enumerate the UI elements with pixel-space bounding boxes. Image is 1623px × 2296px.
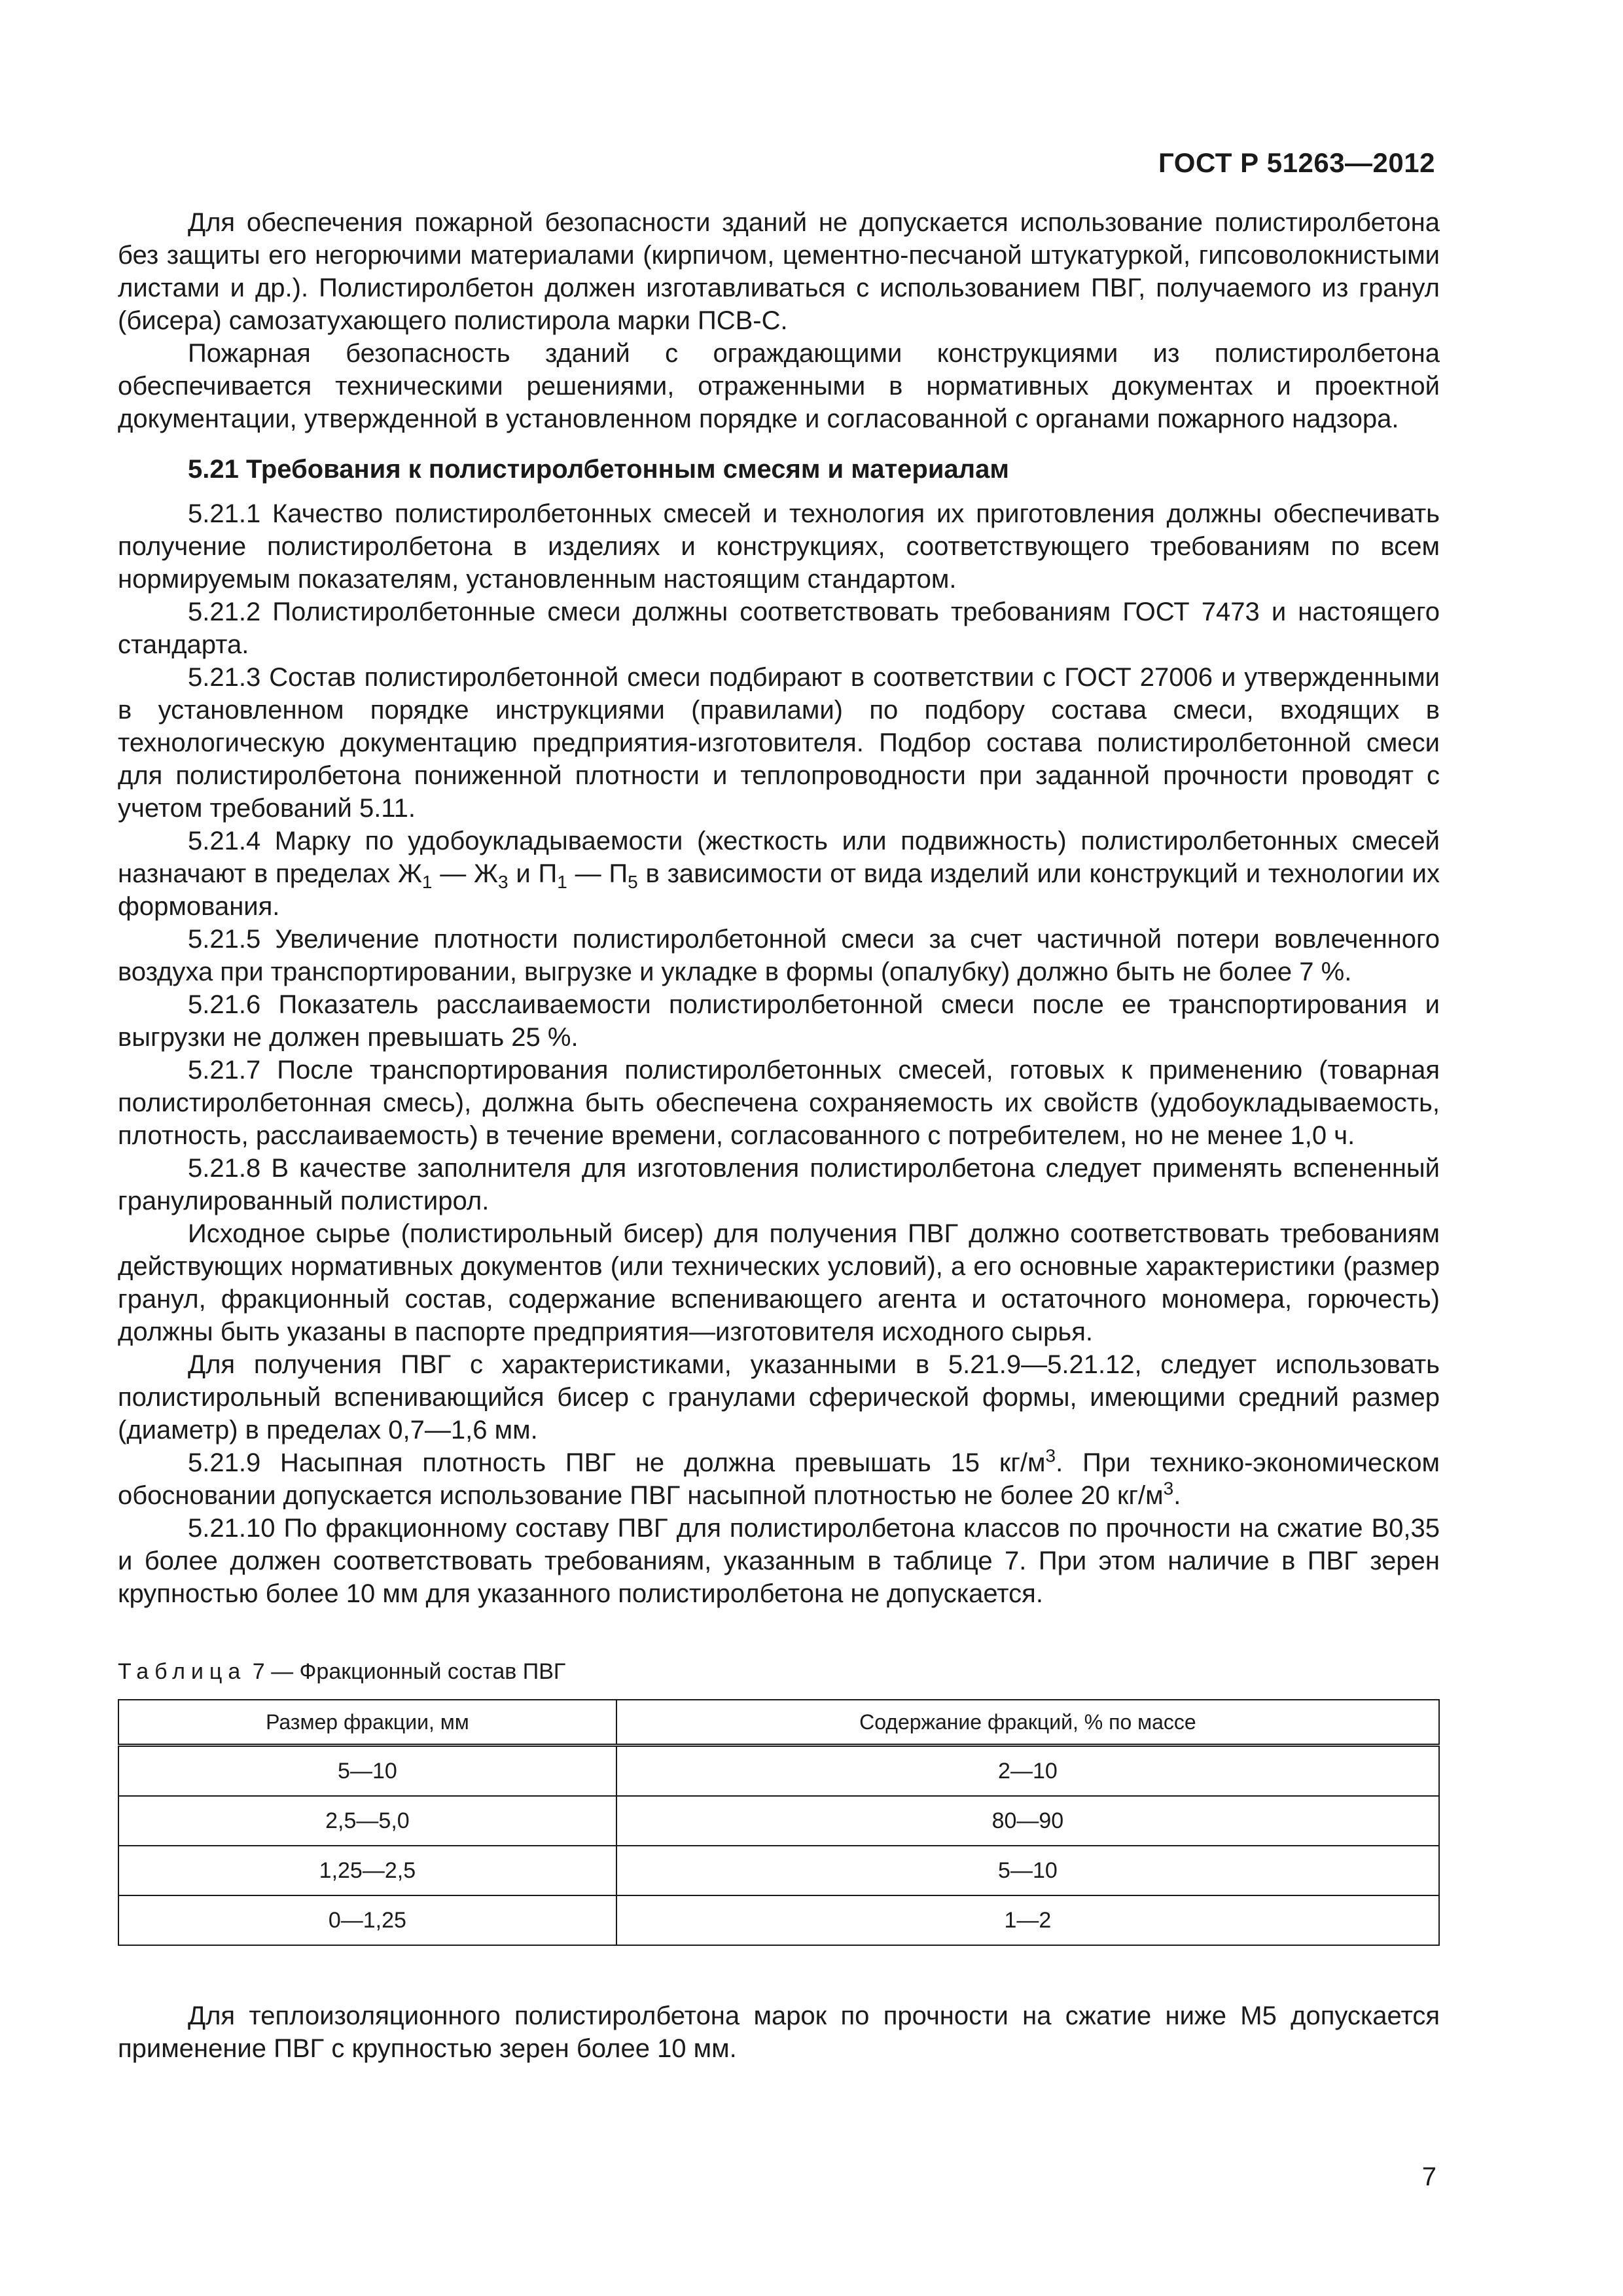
- paragraph-5-21-3: 5.21.3 Состав полистиролбетонной смеси подбирают в соответствии с ГОСТ 27006 и утвержденными в установленном порядке инструкциями (правилами) по подбору состава смеси, входящих в технологическую документацию предприятия-изготовителя. Подбор состава полистиролбетонной смеси для полистиролбетона пониженной плотности и теплопроводности при заданной прочности проводят с учетом требований 5.11.: [118, 663, 1440, 823]
- section-heading-5-21: 5.21 Требования к полистиролбетонным смесям и материалам: [188, 455, 1009, 484]
- table-cell: 0—1,25: [118, 1895, 616, 1945]
- page-content: [118, 206, 1440, 2065]
- table-cell: 5—10: [118, 1746, 616, 1797]
- paragraph-5-21-2: 5.21.2 Полистиролбетонные смеси должны соответствовать требованиям ГОСТ 7473 и настоящего стандарта.: [118, 598, 1440, 659]
- text-segment: в зависимости от вида изделий или конструкций и технологии их формования.: [118, 859, 1440, 921]
- paragraph-5-21-10: 5.21.10 По фракционному составу ПВГ для полистиролбетона классов по прочности на сжатие В0,35 и более должен соответствовать требованиям, указанным в таблице 7. При этом наличие в ПВГ зерен крупностью более 10 мм для указанного полистиролбетона не допускается.: [118, 1514, 1440, 1608]
- table-cell: 2,5—5,0: [118, 1796, 616, 1846]
- paragraph-5-21-7: 5.21.7 После транспортирования полистиролбетонных смесей, готовых к применению (товарная полистиролбетонная смесь), должна быть обеспечена сохраняемость их свойств (удобоукладываемость, плотность, расслаиваемость) в течение времени, согласованного с потребителем, но не менее 1,0 ч.: [118, 1056, 1440, 1150]
- text-segment: — П: [567, 859, 628, 888]
- column-header-fraction-size: Размер фракции, мм: [118, 1700, 616, 1746]
- table-header-row: [118, 1700, 1439, 1746]
- paragraph-5-21-4: [118, 825, 1440, 923]
- text-segment: и П: [508, 859, 558, 888]
- paragraph-obtaining-pvg: Для получения ПВГ с характеристиками, указанными в 5.21.9—5.21.12, следует использовать полистирольный вспенивающийся бисер с гранулами сферической формы, имеющими средний размер (диаметр) в пределах 0,7—1,6 мм.: [118, 1350, 1440, 1444]
- table-row: [118, 1895, 1439, 1945]
- table-cell: 5—10: [616, 1846, 1439, 1895]
- table-row: [118, 1846, 1439, 1895]
- column-header-fraction-content: Содержание фракций, % по массе: [616, 1700, 1439, 1746]
- paragraph-fire-safety-1: Для обеспечения пожарной безопасности зданий не допускается использование полистиролбетона без защиты его негорючими материалами (кирпичом, цементно-песчаной штукатуркой, гипсоволокнистыми листами и др.). Полистиролбетон должен изготавливаться с использованием ПВГ, получаемого из гранул (бисера) самозатухающего полистирола марки ПСВ-С.: [118, 208, 1440, 335]
- subscript: 1: [557, 872, 567, 892]
- table-row: [118, 1746, 1439, 1797]
- subscript: 5: [628, 872, 638, 892]
- table-cell: 80—90: [616, 1796, 1439, 1846]
- paragraph-fire-safety-2: Пожарная безопасность зданий с ограждающими конструкциями из полистиролбетона обеспечивается техническими решениями, отраженными в нормативных документах и проектной документации, утвержденной в установленном порядке и согласованной с органами пожарного надзора.: [118, 339, 1440, 433]
- text-segment: 5.21.9 Насыпная плотность ПВГ не должна превышать 15 кг/м: [188, 1448, 1046, 1477]
- text-segment: . При технико-экономическом обосновании допускается использование ПВГ насыпной плотностью не более 20 кг/м: [118, 1448, 1440, 1510]
- text-segment: — Ж: [432, 859, 498, 888]
- table-row: [118, 1796, 1439, 1846]
- superscript: 3: [1045, 1445, 1056, 1466]
- paragraph-5-21-8: 5.21.8 В качестве заполнителя для изготовления полистиролбетона следует применять вспененный гранулированный полистирол.: [118, 1154, 1440, 1215]
- table-caption: [118, 1657, 1440, 1686]
- page-number: 7: [1421, 2162, 1436, 2191]
- paragraph-5-21-5: 5.21.5 Увеличение плотности полистиролбетонной смеси за счет частичной потери вовлеченного воздуха при транспортировании, выгрузке и укладке в формы (опалубку) должно быть не более 7 %.: [118, 925, 1440, 986]
- paragraph-5-21-6: 5.21.6 Показатель расслаиваемости полистиролбетонной смеси после ее транспортирования и выгрузки не должен превышать 25 %.: [118, 990, 1440, 1052]
- table-caption-title: 7 — Фракционный состав ПВГ: [246, 1659, 566, 1684]
- superscript: 3: [1163, 1478, 1174, 1499]
- paragraph-after-table: Для теплоизоляционного полистиролбетона марок по прочности на сжатие ниже М5 допускается применение ПВГ с крупностью зерен более 10 мм.: [118, 2001, 1440, 2063]
- paragraph-5-21-9: [118, 1446, 1440, 1512]
- text-segment: .: [1173, 1481, 1181, 1510]
- subscript: 1: [421, 872, 433, 892]
- document-standard-header: ГОСТ Р 51263—2012: [1158, 147, 1435, 178]
- fraction-composition-table: [118, 1699, 1440, 1946]
- table-caption-label: Таблица: [118, 1659, 247, 1684]
- text-segment: 5.21.4 Марку по удобоукладываемости (жесткость или подвижность) полистиролбетонных смесей назначают в пределах Ж: [118, 827, 1440, 888]
- subscript: 3: [497, 872, 508, 892]
- paragraph-5-21-1: 5.21.1 Качество полистиролбетонных смесей и технология их приготовления должны обеспечивать получение полистиролбетона в изделиях и конструкциях, соответствующего требованиям по всем нормируемым показателям, установленным настоящим стандартом.: [118, 499, 1440, 594]
- table-cell: 1—2: [616, 1895, 1439, 1945]
- table-cell: 2—10: [616, 1746, 1439, 1797]
- paragraph-raw-material: Исходное сырье (полистирольный бисер) для получения ПВГ должно соответствовать требованиям действующих нормативных документов (или технических условий), а его основные характеристики (размер гранул, фракционный состав, содержание вспенивающего агента и остаточного мономера, горючесть) должны быть указаны в паспорте предприятия—изготовителя исходного сырья.: [118, 1219, 1440, 1346]
- table-cell: 1,25—2,5: [118, 1846, 616, 1895]
